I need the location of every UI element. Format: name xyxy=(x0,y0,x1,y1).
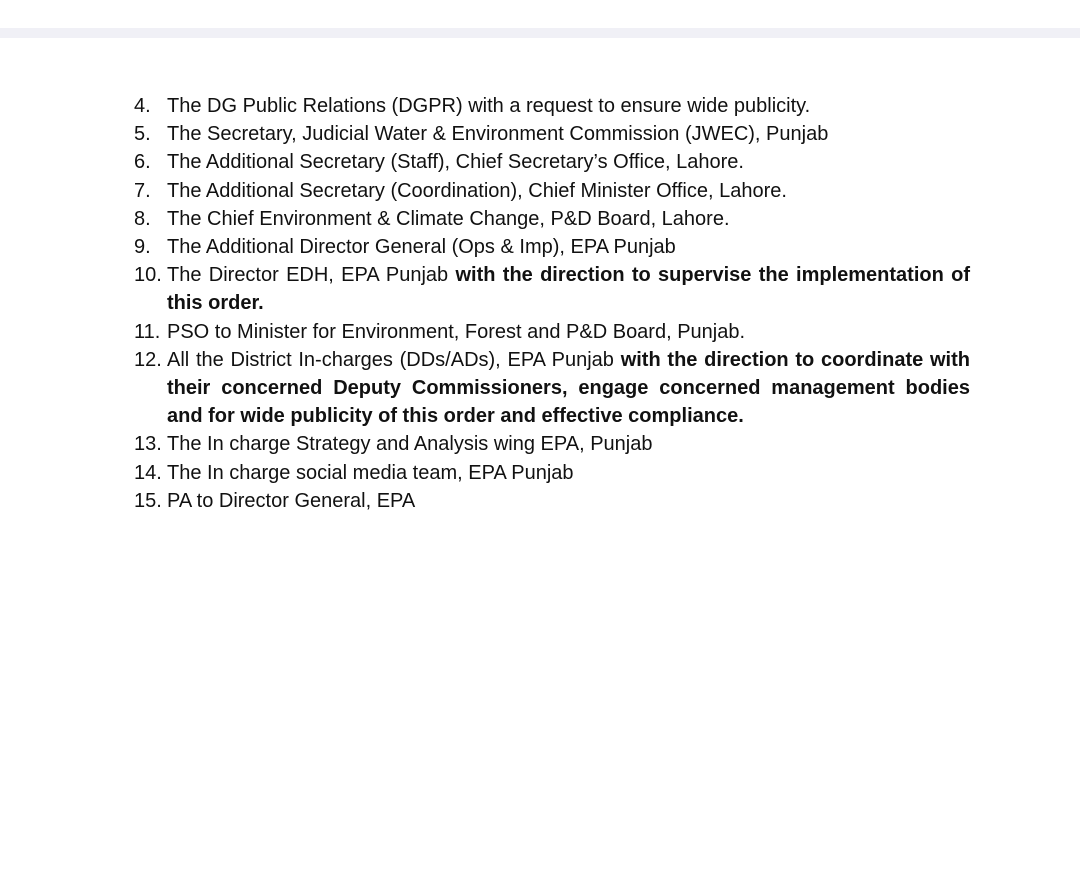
item-number: 11. xyxy=(134,320,161,343)
document-page xyxy=(0,38,1080,895)
item-text-regular: The Additional Secretary (Coordination), Chief Minister Office, Lahore. xyxy=(167,179,787,202)
item-number: 13. xyxy=(134,433,162,456)
item-number: 12. xyxy=(134,348,162,371)
item-number: 10. xyxy=(134,264,162,287)
list-item xyxy=(134,318,970,346)
item-text-regular: The In charge Strategy and Analysis wing EPA, Punjab xyxy=(167,433,653,456)
item-text-regular: The Secretary, Judicial Water & Environment Commission (JWEC), Punjab xyxy=(167,123,829,146)
list-item xyxy=(134,346,970,431)
item-text-regular: All the District In-charges (DDs/ADs), EPA Punjab xyxy=(167,348,621,371)
item-text-regular: The DG Public Relations (DGPR) with a request to ensure wide publicity. xyxy=(167,95,811,117)
item-number: 4. xyxy=(134,95,151,117)
item-number: 14. xyxy=(134,461,162,484)
list-item xyxy=(134,120,970,148)
item-text-regular: PSO to Minister for Environment, Forest and P&D Board, Punjab. xyxy=(167,320,746,343)
list-item xyxy=(134,177,970,205)
item-number: 5. xyxy=(134,123,151,146)
distribution-list xyxy=(134,92,970,515)
item-text xyxy=(167,459,970,487)
list-item xyxy=(134,233,970,261)
item-text-regular: The Additional Director General (Ops & Imp), EPA Punjab xyxy=(167,236,676,259)
item-text xyxy=(167,177,970,205)
item-text xyxy=(167,148,970,176)
item-text-regular: The In charge social media team, EPA Punjab xyxy=(167,461,574,484)
top-divider-bar xyxy=(0,28,1080,38)
item-text xyxy=(167,487,970,515)
item-text xyxy=(167,261,970,317)
item-text xyxy=(167,430,970,458)
item-text-regular: The Additional Secretary (Staff), Chief Secretary’s Office, Lahore. xyxy=(167,151,744,174)
list-item xyxy=(134,261,970,317)
list-item xyxy=(134,459,970,487)
list-item xyxy=(134,205,970,233)
item-number: 15. xyxy=(134,489,162,512)
item-number: 9. xyxy=(134,236,151,259)
list-item xyxy=(134,92,970,120)
item-number: 6. xyxy=(134,151,151,174)
item-text-regular: PA to Director General, EPA xyxy=(167,489,416,512)
item-text-bold: with the direction to supervise the implementation of this order. xyxy=(167,264,970,315)
list-item xyxy=(134,430,970,458)
item-text-regular: The Chief Environment & Climate Change, P&D Board, Lahore. xyxy=(167,207,730,230)
item-text xyxy=(167,205,970,233)
item-text xyxy=(167,120,970,148)
item-text xyxy=(167,233,970,261)
item-text xyxy=(167,92,970,120)
item-text xyxy=(167,346,970,431)
item-text xyxy=(167,318,970,346)
list-item xyxy=(134,487,970,515)
item-text-bold: with the direction to coordinate with their concerned Deputy Commissioners, engage concerned management bodies and for wide publicity of this order and effective compliance. xyxy=(167,348,970,428)
item-text-regular: The Director EDH, EPA Punjab xyxy=(167,264,456,287)
item-number: 7. xyxy=(134,179,151,202)
list-item xyxy=(134,148,970,176)
item-number: 8. xyxy=(134,207,151,230)
